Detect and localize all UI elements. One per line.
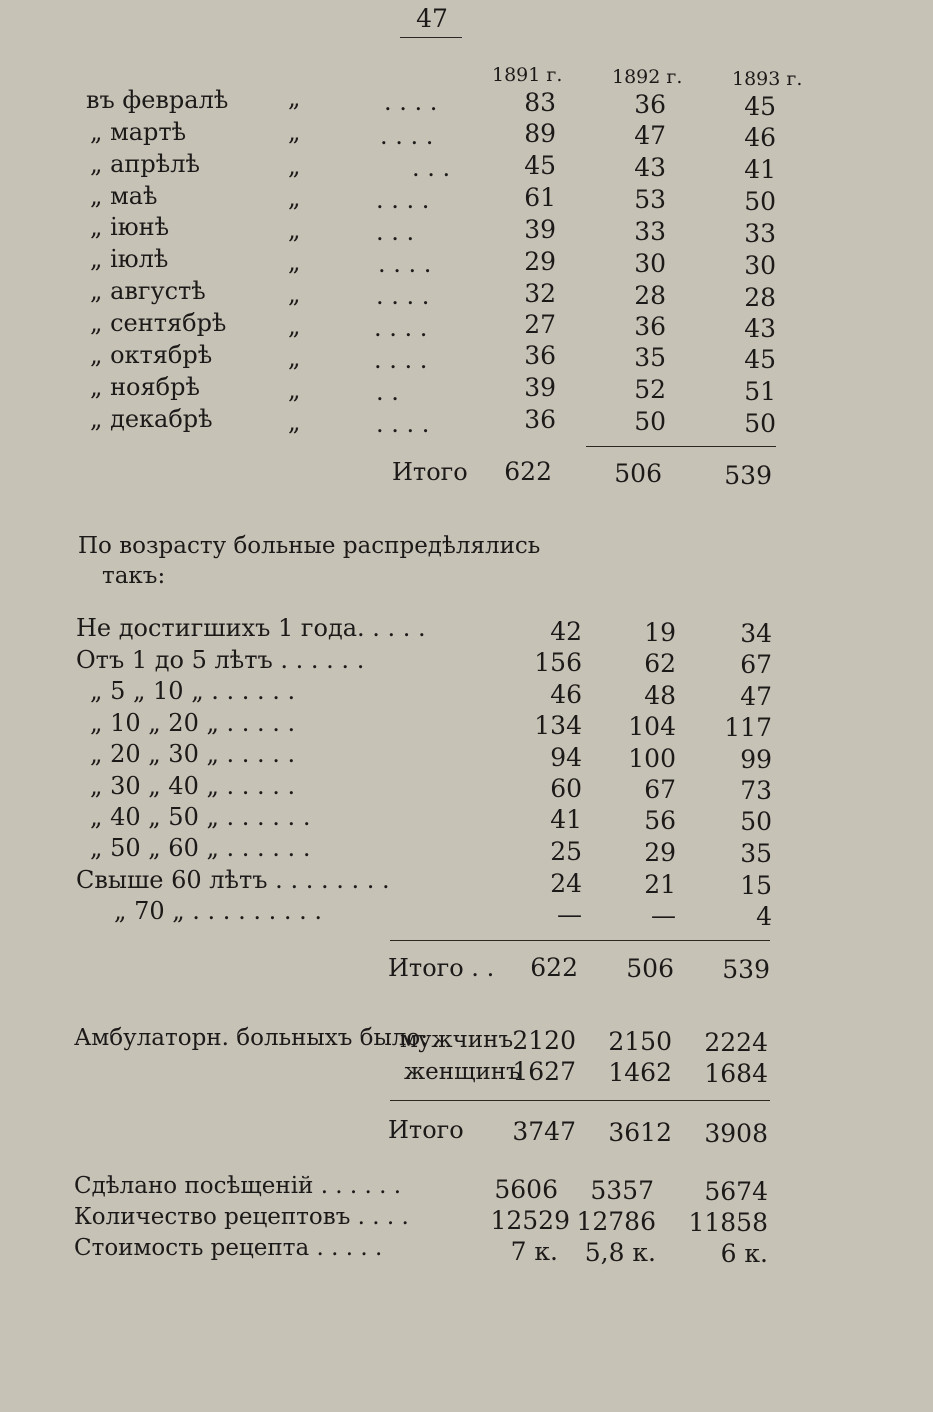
months-total-label: Итого bbox=[392, 458, 468, 486]
value-1891: 39 bbox=[524, 215, 556, 244]
month-label: „ iюлѣ bbox=[90, 245, 169, 273]
women-1891: 1627 bbox=[512, 1057, 576, 1086]
value-1893: 30 bbox=[744, 251, 776, 280]
value-1892: 36 bbox=[634, 312, 666, 341]
total-1893: 539 bbox=[724, 461, 772, 490]
men-1893: 2224 bbox=[704, 1028, 768, 1057]
value-1892: 19 bbox=[644, 618, 676, 647]
month-label: „ сентябрѣ bbox=[90, 309, 227, 337]
value-1891: 46 bbox=[550, 680, 582, 709]
age-label: Не достигшихъ 1 года. . . . . bbox=[76, 614, 426, 642]
month-label: „ октябрѣ bbox=[90, 341, 213, 369]
value-1891: 89 bbox=[524, 119, 556, 148]
ambulatory-label: Амбулаторн. больныхъ было: bbox=[74, 1025, 428, 1051]
ambulatory-total-1892: 3612 bbox=[608, 1118, 672, 1147]
value-1893: 45 bbox=[744, 92, 776, 121]
value-1891: 24 bbox=[550, 869, 582, 898]
ditto-mark: „ bbox=[288, 152, 301, 180]
value-1892: 53 bbox=[634, 185, 666, 214]
age-label: „ 50 „ 60 „ . . . . . . bbox=[90, 834, 311, 862]
value-1891: 29 bbox=[524, 247, 556, 276]
value-1892: 29 bbox=[644, 838, 676, 867]
value-1892: 48 bbox=[644, 681, 676, 710]
value-1892: 47 bbox=[634, 121, 666, 150]
month-label: „ маѣ bbox=[90, 182, 158, 210]
age-label: „ 10 „ 20 „ . . . . . bbox=[90, 709, 296, 737]
age-label: „ 40 „ 50 „ . . . . . . bbox=[90, 803, 311, 831]
value-1893: 67 bbox=[740, 650, 772, 679]
women-1893: 1684 bbox=[704, 1059, 768, 1088]
value-1893: 33 bbox=[744, 219, 776, 248]
value-1892: 62 bbox=[644, 649, 676, 678]
value-1892: 52 bbox=[634, 375, 666, 404]
men-label: мужчинъ bbox=[400, 1027, 514, 1053]
value-1892: 30 bbox=[634, 249, 666, 278]
ditto-mark: „ bbox=[288, 344, 301, 372]
age-label: „ 5 „ 10 „ . . . . . . bbox=[90, 677, 296, 705]
total-1893: 539 bbox=[722, 955, 770, 984]
value-1891: 83 bbox=[524, 88, 556, 117]
year-header-1892: 1892 г. bbox=[612, 66, 683, 88]
value-1893: 41 bbox=[744, 155, 776, 184]
leader-dots: . . . . bbox=[374, 314, 428, 342]
value-1891: 42 bbox=[550, 617, 582, 646]
total-1892: 506 bbox=[626, 954, 674, 983]
ditto-mark: „ bbox=[288, 184, 301, 212]
value-1893: 47 bbox=[740, 682, 772, 711]
stat-1893: 6 к. bbox=[720, 1239, 768, 1268]
page-number-rule bbox=[400, 37, 462, 38]
ditto-mark: „ bbox=[288, 248, 301, 276]
year-header-1893: 1893 г. bbox=[732, 68, 803, 90]
value-1891: 45 bbox=[524, 151, 556, 180]
stat-1893: 5674 bbox=[704, 1177, 768, 1206]
stat-1892: 5357 bbox=[590, 1176, 654, 1205]
month-label: „ апрѣлѣ bbox=[90, 150, 200, 178]
value-1892: 36 bbox=[634, 90, 666, 119]
leader-dots: . . . bbox=[376, 218, 415, 246]
stat-1892: 5,8 к. bbox=[584, 1238, 656, 1267]
value-1891: 60 bbox=[550, 774, 582, 803]
value-1892: 67 bbox=[644, 775, 676, 804]
value-1893: 99 bbox=[740, 745, 772, 774]
month-label: „ августѣ bbox=[90, 277, 206, 305]
value-1892: — bbox=[651, 901, 676, 930]
leader-dots: . . . bbox=[412, 154, 451, 182]
value-1893: 50 bbox=[744, 187, 776, 216]
stat-1891: 7 к. bbox=[510, 1237, 558, 1266]
men-1892: 2150 bbox=[608, 1027, 672, 1056]
value-1891: 25 bbox=[550, 837, 582, 866]
value-1891: 94 bbox=[550, 743, 582, 772]
value-1893: 15 bbox=[740, 871, 772, 900]
leader-dots: . . . . bbox=[376, 410, 430, 438]
year-header-1891: 1891 г. bbox=[492, 64, 563, 86]
ambulatory-total-1891: 3747 bbox=[512, 1117, 576, 1146]
ambulatory-total-1893: 3908 bbox=[704, 1119, 768, 1148]
age-intro-line-2: такъ: bbox=[102, 563, 166, 589]
ditto-mark: „ bbox=[288, 84, 301, 112]
value-1892: 35 bbox=[634, 343, 666, 372]
women-1892: 1462 bbox=[608, 1058, 672, 1087]
months-total-rule bbox=[586, 446, 776, 447]
total-1891: 622 bbox=[530, 953, 578, 982]
value-1891: 27 bbox=[524, 310, 556, 339]
leader-dots: . . . . bbox=[384, 88, 438, 116]
month-label: „ декабрѣ bbox=[90, 405, 213, 433]
value-1893: 45 bbox=[744, 345, 776, 374]
value-1892: 28 bbox=[634, 281, 666, 310]
age-intro-line-1: По возрасту больные распредѣлялись bbox=[78, 533, 541, 559]
age-label: Отъ 1 до 5 лѣтъ . . . . . . bbox=[76, 646, 365, 674]
ambulatory-total-rule bbox=[390, 1100, 770, 1101]
ditto-mark: „ bbox=[288, 280, 301, 308]
ages-total-label: Итого . . bbox=[388, 954, 495, 982]
leader-dots: . . . . bbox=[380, 122, 434, 150]
men-1891: 2120 bbox=[512, 1026, 576, 1055]
total-1891: 622 bbox=[504, 457, 552, 486]
value-1891: 36 bbox=[524, 405, 556, 434]
value-1893: 28 bbox=[744, 283, 776, 312]
value-1893: 46 bbox=[744, 123, 776, 152]
stat-label: Количество рецептовъ . . . . bbox=[74, 1204, 409, 1230]
age-label: „ 30 „ 40 „ . . . . . bbox=[90, 772, 296, 800]
value-1892: 33 bbox=[634, 217, 666, 246]
value-1891: — bbox=[557, 900, 582, 929]
leader-dots: . . . . bbox=[376, 282, 430, 310]
leader-dots: . . . . bbox=[376, 186, 430, 214]
ambulatory-total-label: Итого bbox=[388, 1116, 464, 1144]
page-number: 47 bbox=[416, 4, 448, 33]
value-1893: 117 bbox=[724, 713, 772, 742]
age-label: „ 70 „ . . . . . . . . . bbox=[114, 897, 322, 925]
month-label: „ ноябрѣ bbox=[90, 373, 200, 401]
stat-label: Стоимость рецепта . . . . . bbox=[74, 1235, 383, 1261]
value-1891: 36 bbox=[524, 341, 556, 370]
ditto-mark: „ bbox=[288, 408, 301, 436]
stat-1891: 12529 bbox=[490, 1206, 570, 1235]
value-1893: 73 bbox=[740, 776, 772, 805]
value-1891: 61 bbox=[524, 183, 556, 212]
value-1893: 34 bbox=[740, 619, 772, 648]
leader-dots: . . . . bbox=[378, 250, 432, 278]
ditto-mark: „ bbox=[288, 118, 301, 146]
value-1893: 50 bbox=[744, 409, 776, 438]
value-1893: 51 bbox=[744, 377, 776, 406]
value-1893: 43 bbox=[744, 314, 776, 343]
value-1891: 39 bbox=[524, 373, 556, 402]
leader-dots: . . bbox=[376, 378, 399, 406]
value-1892: 21 bbox=[644, 870, 676, 899]
value-1893: 50 bbox=[740, 807, 772, 836]
total-1892: 506 bbox=[614, 459, 662, 488]
value-1892: 104 bbox=[628, 712, 676, 741]
month-label: въ февралѣ bbox=[86, 86, 229, 114]
value-1892: 56 bbox=[644, 806, 676, 835]
ages-total-rule bbox=[390, 940, 770, 941]
value-1891: 134 bbox=[534, 711, 582, 740]
value-1892: 43 bbox=[634, 153, 666, 182]
stat-1893: 11858 bbox=[688, 1208, 768, 1237]
stat-1891: 5606 bbox=[494, 1175, 558, 1204]
age-label: „ 20 „ 30 „ . . . . . bbox=[90, 740, 296, 768]
stat-label: Сдѣлано посѣщенiй . . . . . . bbox=[74, 1173, 402, 1199]
value-1891: 32 bbox=[524, 279, 556, 308]
value-1893: 35 bbox=[740, 839, 772, 868]
ditto-mark: „ bbox=[288, 216, 301, 244]
value-1891: 41 bbox=[550, 805, 582, 834]
value-1893: 4 bbox=[756, 902, 772, 931]
value-1891: 156 bbox=[534, 648, 582, 677]
value-1892: 50 bbox=[634, 407, 666, 436]
ditto-mark: „ bbox=[288, 312, 301, 340]
age-label: Свыше 60 лѣтъ . . . . . . . . bbox=[76, 866, 390, 894]
stat-1892: 12786 bbox=[576, 1207, 656, 1236]
month-label: „ iюнѣ bbox=[90, 213, 170, 241]
month-label: „ мартѣ bbox=[90, 118, 187, 146]
leader-dots: . . . . bbox=[374, 346, 428, 374]
ditto-mark: „ bbox=[288, 376, 301, 404]
women-label: женщинъ bbox=[404, 1059, 521, 1085]
value-1892: 100 bbox=[628, 744, 676, 773]
